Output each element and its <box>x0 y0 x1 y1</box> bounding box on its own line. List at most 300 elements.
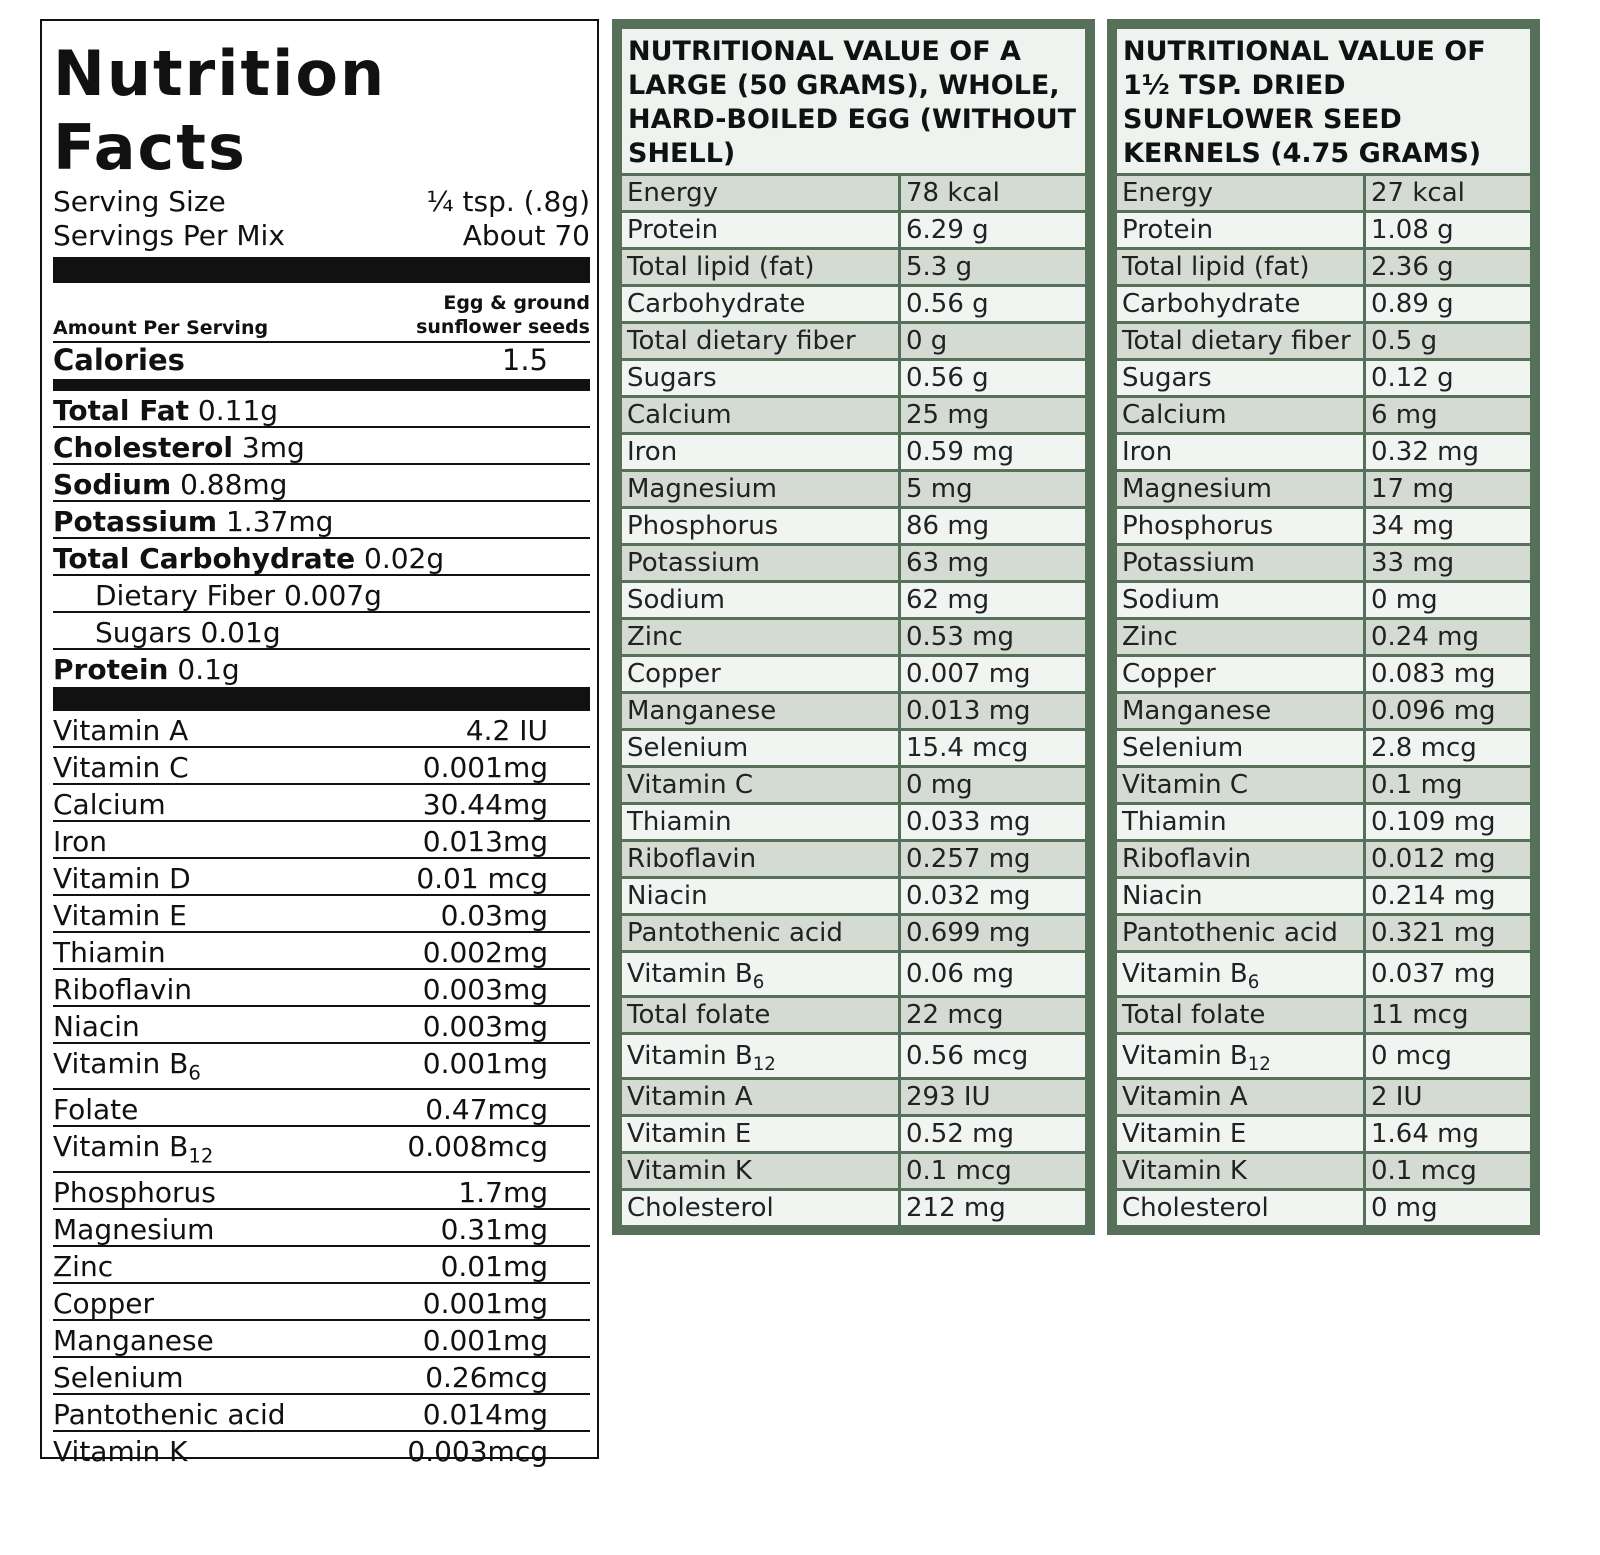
nutrient-amount-cell: 0.1 mcg <box>1366 1154 1530 1188</box>
vitamin-value: 0.014mg <box>422 1398 548 1431</box>
vitamin-row <box>53 933 590 970</box>
vitamin-row <box>53 1173 590 1210</box>
egg-table-body <box>622 176 1085 1225</box>
row-label-text: Zinc <box>627 622 683 652</box>
vitamin-row <box>53 896 590 933</box>
table-row <box>1117 916 1530 950</box>
nutrient-row <box>53 428 590 465</box>
row-label-text: Vitamin E <box>53 899 187 932</box>
nutrient-amount-cell: 34 mg <box>1366 509 1530 543</box>
table-row <box>1117 361 1530 395</box>
vitamin-value: 0.001mg <box>422 1287 548 1320</box>
nutrient-name-cell <box>622 842 898 876</box>
nutrient-name-cell <box>622 176 898 210</box>
vitamin-label <box>53 1173 216 1213</box>
nutrient-label: Potassium <box>53 505 218 538</box>
row-label-text: Total dietary fiber <box>1122 326 1351 356</box>
nutrient-name-cell <box>622 1191 898 1225</box>
nutrient-amount-cell: 0 g <box>901 324 1085 358</box>
vitamin-row <box>53 822 590 859</box>
table-row <box>622 1191 1085 1225</box>
vitamin-value: 0.001mg <box>422 1047 548 1080</box>
table-row <box>1117 398 1530 432</box>
row-label-text: Protein <box>627 215 719 245</box>
nutrient-amount-cell: 0.56 g <box>901 361 1085 395</box>
vitamin-label <box>53 1432 188 1472</box>
nutrient-amount-cell: 0 mg <box>1366 1191 1530 1225</box>
row-label-text: Calcium <box>53 788 166 821</box>
divider-thick <box>53 257 590 283</box>
vitamin-list <box>53 711 590 1467</box>
vitamin-label <box>53 933 166 973</box>
row-label-text: Protein <box>1122 215 1214 245</box>
nutrient-row <box>53 465 590 502</box>
row-label-subscript: 12 <box>188 1144 214 1168</box>
nutrient-name-cell <box>1117 805 1363 839</box>
table-row <box>622 435 1085 469</box>
table-row <box>1117 620 1530 654</box>
nutrient-amount-cell: 11 mcg <box>1366 998 1530 1032</box>
nutrient-name-cell <box>1117 1117 1363 1151</box>
nutrient-name-cell <box>622 768 898 802</box>
row-label-text: Magnesium <box>53 1213 215 1246</box>
row-label-text: Riboflavin <box>53 973 193 1006</box>
vitamin-row <box>53 1210 590 1247</box>
nutrient-amount-cell: 33 mg <box>1366 546 1530 580</box>
nutrient-name-cell <box>622 805 898 839</box>
table-row <box>622 842 1085 876</box>
row-label-text: Sodium <box>1122 585 1220 615</box>
vitamin-label <box>53 822 107 862</box>
nutrient-name-cell <box>622 546 898 580</box>
row-label-subscript: 6 <box>188 1061 201 1085</box>
table-row <box>1117 213 1530 247</box>
nutrient-name-cell <box>622 398 898 432</box>
vitamin-row <box>53 1321 590 1358</box>
table-row <box>622 768 1085 802</box>
nutrient-amount-cell: 0.033 mg <box>901 805 1085 839</box>
nutrient-name-cell <box>622 916 898 950</box>
servings-value: About 70 <box>462 219 590 252</box>
row-label-text: Calcium <box>627 400 732 430</box>
nutrient-name-cell <box>622 472 898 506</box>
nutrient-amount-cell: 0.007 mg <box>901 657 1085 691</box>
nutrient-name-cell <box>1117 472 1363 506</box>
row-label-text: Total lipid (fat) <box>627 252 815 282</box>
nutrient-amount-cell: 0.53 mg <box>901 620 1085 654</box>
vitamin-row <box>53 1284 590 1321</box>
servings-row <box>53 219 590 253</box>
row-label-text: Iron <box>1122 437 1173 467</box>
table-row <box>622 287 1085 321</box>
nutrient-name-cell <box>1117 1154 1363 1188</box>
column-label-line-2: sunflower seeds <box>416 316 590 338</box>
nutrient-amount-cell: 78 kcal <box>901 176 1085 210</box>
nutrient-amount-cell: 0 mg <box>901 768 1085 802</box>
vitamin-value: 0.03mg <box>440 899 548 932</box>
row-label-text: Vitamin A <box>53 714 189 747</box>
table-row <box>622 953 1085 995</box>
nutrient-amount-cell: 0.1 mcg <box>901 1154 1085 1188</box>
vitamin-row <box>53 1127 590 1173</box>
seed-table-body <box>1117 176 1530 1225</box>
nutrient-amount-cell: 2 IU <box>1366 1080 1530 1114</box>
nutrient-value: 0.02g <box>364 542 445 575</box>
nutrient-name-cell <box>1117 546 1363 580</box>
nutrient-amount-cell: 25 mg <box>901 398 1085 432</box>
table-row <box>622 250 1085 284</box>
row-label-text: Thiamin <box>1122 807 1227 837</box>
nutrient-amount-cell: 0.59 mg <box>901 435 1085 469</box>
nutrient-list <box>53 391 590 685</box>
vitamin-row <box>53 1395 590 1432</box>
egg-nutrition-table <box>612 19 1095 1235</box>
row-label-text: Manganese <box>627 696 777 726</box>
table-row <box>1117 1117 1530 1151</box>
vitamin-row <box>53 970 590 1007</box>
table-row <box>622 324 1085 358</box>
table-row <box>1117 657 1530 691</box>
nutrient-row <box>53 650 590 685</box>
table-row <box>622 620 1085 654</box>
nutrient-amount-cell: 6.29 g <box>901 213 1085 247</box>
nutrient-name-cell <box>1117 953 1363 995</box>
row-label-subscript: 6 <box>752 972 765 994</box>
vitamin-value: 0.001mg <box>422 751 548 784</box>
table-row <box>1117 287 1530 321</box>
vitamin-value: 0.008mcg <box>407 1130 548 1163</box>
nutrient-row <box>53 391 590 428</box>
nutrient-label: Dietary Fiber <box>95 579 276 612</box>
row-label-text: Vitamin B <box>627 1041 753 1071</box>
vitamin-label <box>53 970 192 1010</box>
row-label-text: Riboflavin <box>1122 844 1252 874</box>
nutrient-amount-cell: 0.109 mg <box>1366 805 1530 839</box>
nutrient-name-cell <box>622 509 898 543</box>
vitamin-value: 0.01mg <box>440 1250 548 1283</box>
row-label-text: Iron <box>53 825 108 858</box>
nutrient-amount-cell: 5 mg <box>901 472 1085 506</box>
nutrient-amount-cell: 1.08 g <box>1366 213 1530 247</box>
nutrient-value: 0.007g <box>283 579 382 612</box>
seed-table-title: NUTRITIONAL VALUE OF 1½ TSP. DRIED SUNFLOWER SEED KERNELS (4.75 GRAMS) <box>1117 29 1530 173</box>
nutrient-name-cell <box>622 879 898 913</box>
nutrient-amount-cell: 15.4 mcg <box>901 731 1085 765</box>
nutrient-value: 0.1g <box>177 653 240 686</box>
vitamin-label <box>53 859 191 899</box>
row-label-subscript: 12 <box>752 1054 776 1076</box>
nutrient-name-cell <box>622 620 898 654</box>
vitamin-value: 0.01 mcg <box>416 862 548 895</box>
table-row <box>622 546 1085 580</box>
vitamin-label <box>53 748 189 788</box>
row-label-text: Vitamin B <box>53 1130 189 1163</box>
calories-label: Calories <box>53 343 185 377</box>
nutrient-amount-cell: 0.89 g <box>1366 287 1530 321</box>
nutrient-amount-cell: 0.12 g <box>1366 361 1530 395</box>
nutrient-amount-cell: 86 mg <box>901 509 1085 543</box>
vitamin-value: 0.002mg <box>422 936 548 969</box>
table-row <box>1117 998 1530 1032</box>
calories-value: 1.5 <box>501 343 548 377</box>
table-row <box>1117 509 1530 543</box>
vitamin-label <box>53 1358 184 1398</box>
vitamin-label <box>53 785 166 825</box>
nutrient-amount-cell: 0.096 mg <box>1366 694 1530 728</box>
vitamin-value: 0.31mg <box>440 1213 548 1246</box>
table-row <box>1117 250 1530 284</box>
nutrient-name-cell <box>1117 916 1363 950</box>
nutrient-label: Total Fat <box>53 394 190 427</box>
row-label-text: Pantothenic acid <box>53 1398 286 1431</box>
nutrient-name-cell <box>1117 176 1363 210</box>
vitamin-label <box>53 1090 138 1130</box>
row-label-text: Sodium <box>627 585 725 615</box>
table-row <box>1117 435 1530 469</box>
table-row <box>1117 694 1530 728</box>
vitamin-row <box>53 1247 590 1284</box>
nutrient-name-cell <box>622 250 898 284</box>
row-label-text: Magnesium <box>1122 474 1272 504</box>
row-label-text: Copper <box>53 1287 154 1320</box>
row-label-text: Folate <box>53 1093 139 1126</box>
nutrient-amount-cell: 0.06 mg <box>901 953 1085 995</box>
nutrient-name-cell <box>622 694 898 728</box>
table-row <box>1117 546 1530 580</box>
nutrient-name-cell <box>622 1035 898 1077</box>
vitamin-value: 0.26mcg <box>425 1361 548 1394</box>
row-label-text: Copper <box>627 659 721 689</box>
nutrient-name-cell <box>1117 583 1363 617</box>
row-label-text: Vitamin C <box>627 770 754 800</box>
nutrient-amount-cell: 2.8 mcg <box>1366 731 1530 765</box>
nutrient-amount-cell: 293 IU <box>901 1080 1085 1114</box>
vitamin-value: 1.7mg <box>458 1176 548 1209</box>
nutrient-name-cell <box>622 1117 898 1151</box>
nutrient-amount-cell: 17 mg <box>1366 472 1530 506</box>
nutrient-amount-cell: 0.032 mg <box>901 879 1085 913</box>
row-label-text: Vitamin A <box>627 1082 753 1112</box>
row-label-text: Total dietary fiber <box>627 326 856 356</box>
amount-header <box>53 283 590 343</box>
vitamin-label <box>53 896 187 936</box>
nutrient-name-cell <box>1117 509 1363 543</box>
vitamin-value: 0.003mg <box>422 973 548 1006</box>
vitamin-value: 30.44mg <box>422 788 548 821</box>
nutrient-name-cell <box>1117 287 1363 321</box>
nutrient-row <box>53 613 590 650</box>
vitamin-label <box>53 1247 113 1287</box>
nutrition-facts-title: Nutrition Facts <box>53 37 387 184</box>
vitamin-label <box>53 1007 140 1047</box>
nutrient-name-cell <box>1117 324 1363 358</box>
nutrient-name-cell <box>622 435 898 469</box>
nutrient-name-cell <box>1117 250 1363 284</box>
servings-label: Servings Per Mix <box>53 219 285 252</box>
table-row <box>1117 324 1530 358</box>
row-label-text: Potassium <box>627 548 760 578</box>
row-label-text: Total folate <box>1122 1000 1266 1030</box>
serving-size-label: Serving Size <box>53 185 226 218</box>
nutrient-name-cell <box>1117 657 1363 691</box>
vitamin-row <box>53 711 590 748</box>
vitamin-label <box>53 1210 214 1250</box>
nutrient-amount-cell: 0 mg <box>1366 583 1530 617</box>
row-label-text: Magnesium <box>627 474 777 504</box>
row-label-text: Carbohydrate <box>627 289 806 319</box>
row-label-text: Phosphorus <box>1122 511 1274 541</box>
vitamin-row <box>53 1044 590 1090</box>
row-label-text: Niacin <box>53 1010 140 1043</box>
row-label-text: Vitamin D <box>53 862 191 895</box>
vitamin-label <box>53 1395 286 1435</box>
row-label-subscript: 6 <box>1247 972 1260 994</box>
nutrient-amount-cell: 0 mcg <box>1366 1035 1530 1077</box>
vitamin-value: 0.003mg <box>422 1010 548 1043</box>
vitamin-row <box>53 1358 590 1395</box>
nutrient-label: Total Carbohydrate <box>53 542 356 575</box>
nutrient-amount-cell: 63 mg <box>901 546 1085 580</box>
row-label-text: Thiamin <box>627 807 732 837</box>
row-label-text: Sugars <box>1122 363 1212 393</box>
row-label-text: Pantothenic acid <box>1122 918 1338 948</box>
egg-table-title: NUTRITIONAL VALUE OF A LARGE (50 GRAMS), WHOLE, HARD-BOILED EGG (WITHOUT SHELL) <box>622 29 1085 173</box>
vitamin-label <box>53 1321 214 1361</box>
table-row <box>622 657 1085 691</box>
row-label-text: Phosphorus <box>627 511 779 541</box>
vitamin-value: 0.003mcg <box>407 1435 548 1468</box>
row-label-text: Vitamin K <box>53 1435 188 1468</box>
row-label-text: Vitamin E <box>1122 1119 1247 1149</box>
column-label-line-1: Egg & ground <box>443 292 590 314</box>
row-label-text: Zinc <box>1122 622 1178 652</box>
table-row <box>1117 1154 1530 1188</box>
row-label-text: Vitamin B <box>627 959 753 989</box>
nutrient-row <box>53 576 590 613</box>
nutrient-name-cell <box>622 731 898 765</box>
row-label-text: Vitamin A <box>1122 1082 1248 1112</box>
nutrient-amount-cell: 0.321 mg <box>1366 916 1530 950</box>
row-label-text: Riboflavin <box>627 844 757 874</box>
nutrient-name-cell <box>622 657 898 691</box>
row-label-text: Zinc <box>53 1250 114 1283</box>
nutrient-label: Cholesterol <box>53 431 233 464</box>
nutrient-name-cell <box>1117 435 1363 469</box>
nutrient-name-cell <box>622 324 898 358</box>
nutrient-amount-cell: 0.1 mg <box>1366 768 1530 802</box>
nutrient-amount-cell: 0.214 mg <box>1366 879 1530 913</box>
nutrient-name-cell <box>1117 1035 1363 1077</box>
nutrient-amount-cell: 0.52 mg <box>901 1117 1085 1151</box>
nutrient-label: Protein <box>53 653 169 686</box>
row-label-text: Manganese <box>53 1324 214 1357</box>
row-label-text: Vitamin B <box>1122 1041 1248 1071</box>
nutrient-amount-cell: 6 mg <box>1366 398 1530 432</box>
row-label-text: Calcium <box>1122 400 1227 430</box>
table-row <box>622 361 1085 395</box>
nutrient-name-cell <box>1117 731 1363 765</box>
nutrient-value: 3mg <box>241 431 305 464</box>
vitamin-row <box>53 1007 590 1044</box>
nutrient-label: Sugars <box>95 616 192 649</box>
divider-thick <box>53 687 590 711</box>
table-row <box>1117 879 1530 913</box>
row-label-text: Selenium <box>627 733 749 763</box>
row-label-text: Cholesterol <box>627 1193 774 1223</box>
nutrient-amount-cell: 27 kcal <box>1366 176 1530 210</box>
nutrient-amount-cell: 0.083 mg <box>1366 657 1530 691</box>
row-label-text: Total lipid (fat) <box>1122 252 1310 282</box>
vitamin-row <box>53 859 590 896</box>
nutrient-amount-cell: 1.64 mg <box>1366 1117 1530 1151</box>
nutrient-row <box>53 539 590 576</box>
table-row <box>622 916 1085 950</box>
vitamin-value: 4.2 IU <box>465 714 548 747</box>
row-label-text: Niacin <box>627 881 708 911</box>
table-row <box>1117 731 1530 765</box>
nutrient-name-cell <box>622 583 898 617</box>
serving-size-row <box>53 185 590 219</box>
vitamin-row <box>53 785 590 822</box>
table-row <box>622 805 1085 839</box>
vitamin-value: 0.001mg <box>422 1324 548 1357</box>
nutrient-name-cell <box>1117 768 1363 802</box>
nutrient-name-cell <box>1117 1191 1363 1225</box>
nutrition-facts-label <box>40 19 599 1468</box>
nutrient-value: 0.01g <box>200 616 281 649</box>
nutrient-row <box>53 502 590 539</box>
nutrient-amount-cell: 0.5 g <box>1366 324 1530 358</box>
nutrient-amount-cell: 0.32 mg <box>1366 435 1530 469</box>
nutrient-amount-cell: 62 mg <box>901 583 1085 617</box>
table-row <box>1117 953 1530 995</box>
row-label-subscript: 12 <box>1247 1054 1271 1076</box>
row-label-text: Vitamin K <box>627 1156 752 1186</box>
vitamin-label <box>53 1127 213 1167</box>
table-row <box>1117 472 1530 506</box>
vitamin-row <box>53 748 590 785</box>
nutrient-label: Sodium <box>53 468 172 501</box>
nutrient-name-cell <box>622 287 898 321</box>
table-row <box>622 998 1085 1032</box>
table-row <box>1117 842 1530 876</box>
row-label-text: Vitamin C <box>1122 770 1249 800</box>
table-row <box>622 398 1085 432</box>
nutrient-name-cell <box>622 361 898 395</box>
row-label-text: Sugars <box>627 363 717 393</box>
row-label-text: Vitamin B <box>1122 959 1248 989</box>
vitamin-label <box>53 1284 154 1324</box>
nutrient-name-cell <box>1117 998 1363 1032</box>
nutrient-amount-cell: 5.3 g <box>901 250 1085 284</box>
table-row <box>622 1035 1085 1077</box>
nutrient-amount-cell: 0.56 mcg <box>901 1035 1085 1077</box>
nutrient-name-cell <box>1117 398 1363 432</box>
nutrient-amount-cell: 0.24 mg <box>1366 620 1530 654</box>
nutrient-amount-cell: 0.56 g <box>901 287 1085 321</box>
nutrient-name-cell <box>1117 879 1363 913</box>
vitamin-value: 0.013mg <box>422 825 548 858</box>
table-row <box>1117 805 1530 839</box>
table-row <box>1117 768 1530 802</box>
table-row <box>622 509 1085 543</box>
table-row <box>622 879 1085 913</box>
row-label-text: Selenium <box>53 1361 184 1394</box>
nutrient-name-cell <box>1117 1080 1363 1114</box>
table-row <box>622 176 1085 210</box>
table-row <box>1117 1035 1530 1077</box>
seed-nutrition-table <box>1107 19 1540 1235</box>
